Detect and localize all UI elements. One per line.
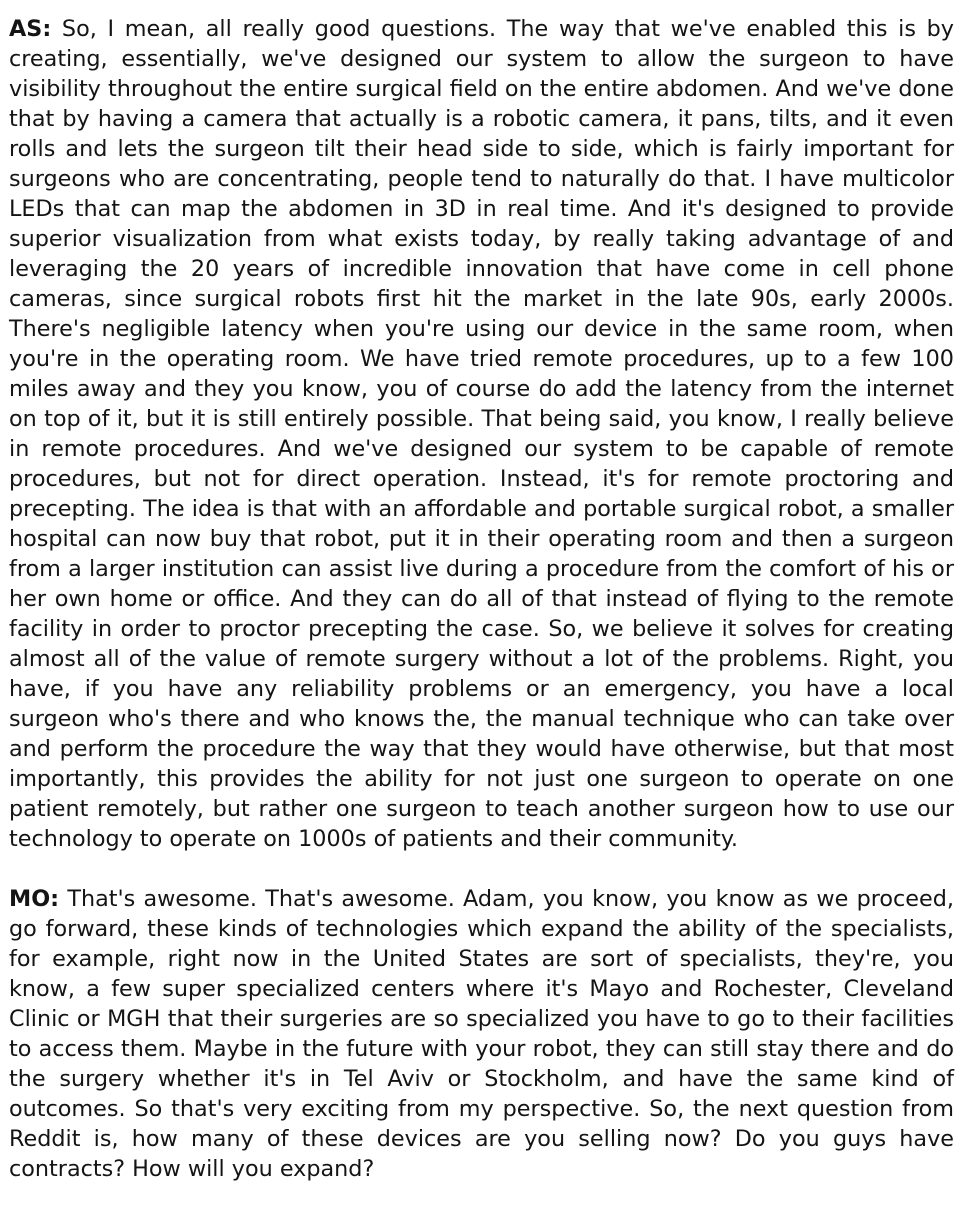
transcript-paragraph-as	[9, 14, 954, 854]
paragraph-text: That's awesome. That's awesome. Adam, you know, you know as we proceed, go forward, these kinds of technologies which expand the ability of the specialists, for example, right now in the United States are sort of specialists, they're, you know, a few super specialized centers where it's Mayo and Rochester, Cleveland Clinic or MGH that their surgeries are so specialized you have to go to their facilities to access them. Maybe in the future with your robot, they can still stay there and do the surgery whether it's in Tel Aviv or Stockholm, and have the same kind of outcomes. So that's very exciting from my perspective. So, the next question from Reddit is, how many of these devices are you selling now? Do you guys have contracts? How will you expand?	[9, 886, 954, 1182]
speaker-label: MO:	[9, 886, 60, 912]
transcript-document	[9, 14, 954, 1214]
speaker-label: AS:	[9, 16, 52, 42]
paragraph-text: So, I mean, all really good questions. The way that we've enabled this is by creating, essentially, we've designed our system to allow the surgeon to have visibility throughout the entire surgical field on the entire abdomen. And we've done that by having a camera that actually is a robotic camera, it pans, tilts, and it even rolls and lets the surgeon tilt their head side to side, which is fairly important for surgeons who are concentrating, people tend to naturally do that. I have multicolor LEDs that can map the abdomen in 3D in real time. And it's designed to provide superior visualization from what exists today, by really taking advantage of and leveraging the 20 years of incredible innovation that have come in cell phone cameras, since surgical robots first hit the market in the late 90s, early 2000s. There's negligible latency when you're using our device in the same room, when you're in the operating room. We have tried remote procedures, up to a few 100 miles away and they you know, you of course do add the latency from the internet on top of it, but it is still entirely possible. That being said, you know, I really believe in remote procedures. And we've designed our system to be capable of remote procedures, but not for direct operation. Instead, it's for remote proctoring and precepting. The idea is that with an affordable and portable surgical robot, a smaller hospital can now buy that robot, put it in their operating room and then a surgeon from a larger institution can assist live during a procedure from the comfort of his or her own home or office. And they can do all of that instead of flying to the remote facility in order to proctor precepting the case. So, we believe it solves for creating almost all of the value of remote surgery without a lot of the problems. Right, you have, if you have any reliability problems or an emergency, you have a local surgeon who's there and who knows the, the manual technique who can take over and perform the procedure the way that they would have otherwise, but that most importantly, this provides the ability for not just one surgeon to operate on one patient remotely, but rather one surgeon to teach another surgeon how to use our technology to operate on 1000s of patients and their community.	[9, 16, 954, 852]
transcript-paragraph-mo	[9, 884, 954, 1184]
